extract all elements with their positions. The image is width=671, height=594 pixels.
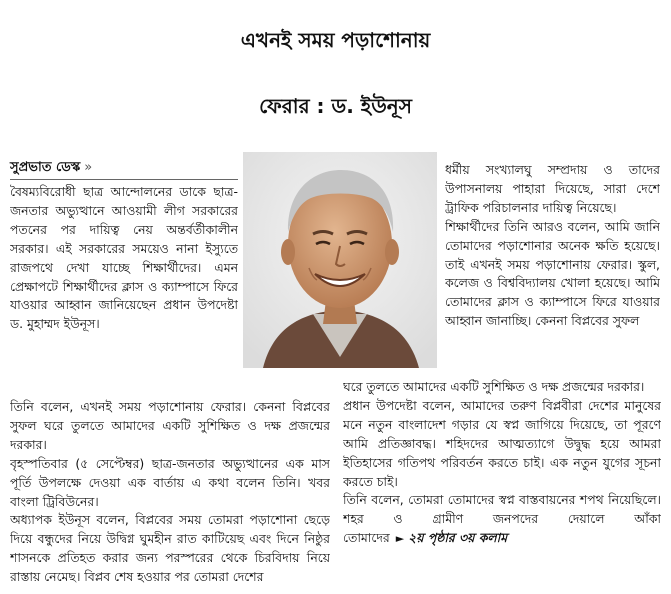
paragraph: ঘরে তুলতে আমাদের একটি সুশিক্ষিত ও দক্ষ প্রজন্মের দরকার।: [343, 379, 645, 394]
portrait-photo: [243, 152, 437, 368]
paragraph: বৈষম্যবিরোধী ছাত্র আন্দোলনের ডাকে ছাত্র-জনতার অভ্যুত্থানে আওয়ামী লীগ সরকারের পতনের পর দায়িত্ব নেয় অন্তর্বর্তীকালীন সরকার। এই সরকারের সময়েও নানা ইস্যুতে রাজপথে দেখা যাচ্ছে শিক্ষার্থীদের। এমন প্রেক্ষাপটে শিক্ষার্থীদের ক্লাস ও ক্যাম্পাসে ফিরে যাওয়ার আহ্বান জানিয়েছেন প্রধান উপদেষ্টা ড. মুহাম্মদ ইউনূস।: [10, 184, 238, 332]
headline-line-1: এখনই সময় পড়াশোনায়: [240, 28, 431, 52]
paragraph: তিনি বলেন, এখনই সময় পড়াশোনায় ফেরার। কেননা বিপ্লবের সুফল ঘরে তুলতে আমাদের একটি সুশিক্ষিত ও দক্ষ প্রজন্মের দরকার।: [10, 399, 330, 452]
jump-reference: ২য় পৃষ্ঠার ৩য় কলাম: [408, 530, 508, 546]
paragraph: অধ্যাপক ইউনূস বলেন, বিপ্লবের সময় তোমরা পড়াশোনা ছেড়ে দিয়ে বন্ধুদের নিয়ে উদ্বিগ্ন ঘুমহীন রাত কাটিয়েছ এবং দিনে নিষ্ঠুর শাসনকে প্রতিহত করার জন্য পরস্পরের থেকে চিরবিদায় নিয়ে রাস্তায় নেমেছ। বিপ্লব শেষ হওয়ার পর তোমরা দেশের: [10, 512, 330, 585]
paragraph: [343, 491, 661, 549]
paragraph: প্রধান উপদেষ্টা বলেন, আমাদের তরুণ বিপ্লবীরা দেশের মানুষের মনে নতুন বাংলাদেশ গড়ার যে স্বপ্ন জাগিয়ে দিয়েছে, তা পূরণে আমি প্রতিজ্ঞাবদ্ধ। শহিদদের আত্মত্যাগে উদ্বুদ্ধ হয়ে আমরা ইতিহাসের গতিপথ পরিবর্তন করতে চাই। এক নতুন যুগের সূচনা করতে চাই।: [343, 397, 661, 489]
desk-byline: [10, 158, 238, 178]
byline-divider: [10, 179, 238, 180]
article-column-b: [445, 161, 660, 372]
continuation-jump: [390, 530, 507, 545]
desk-name: সুপ্রভাত ডেস্ক: [10, 160, 81, 175]
article-column-d: [343, 378, 661, 588]
paragraph: ধর্মীয় সংখ্যালঘু সম্প্রদায় ও তাদের উপাসনালয় পাহারা দিয়েছে, সারা দেশে ট্রাফিক পরিচালনার দায়িত্ব নিয়েছে।: [445, 162, 660, 215]
portrait-icon: [243, 152, 437, 368]
headline-line-2: ফেরার : ড. ইউনূস: [259, 94, 412, 118]
paragraph: শিক্ষার্থীদের তিনি আরও বলেন, আমি জানি তোমাদের পড়াশোনার অনেক ক্ষতি হয়েছে। তাই এখনই সময় পড়াশোনায় ফেরার। স্কুল, কলেজ ও বিশ্ববিদ্যালয় খোলা হয়েছে। আমি তোমাদের ক্লাস ও ক্যাম্পাসে ফিরে যাওয়ার আহ্বান জানাচ্ছি। কেননা বিপ্লবের সুফল: [445, 218, 660, 329]
arrow-right-icon: ►: [395, 532, 405, 546]
paragraph-text: তিনি বলেন, তোমরা তোমাদের স্বপ্ন বাস্তবায়নের শপথ নিয়েছিলে। শহর ও গ্রামীণ জনপদের দেয়ালে আঁকা তোমাদের: [343, 492, 661, 546]
article-column-a: [10, 183, 238, 391]
paragraph: বৃহস্পতিবার (৫ সেপ্টেম্বর) ছাত্র-জনতার অভ্যুত্থানের এক মাস পূর্তি উপলক্ষে দেওয়া এক বার্তায় এ কথা বলেন তিনি। খবর বাংলা ট্রিবিউনের।: [10, 455, 330, 509]
chevron-right-icon: »: [84, 160, 93, 175]
article-column-c: [10, 398, 330, 588]
